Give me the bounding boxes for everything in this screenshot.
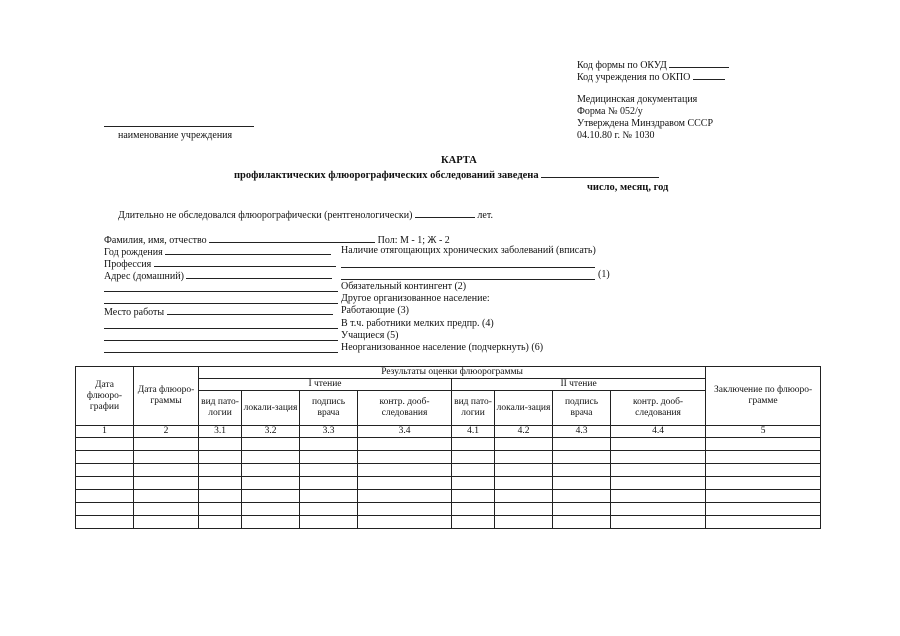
table-cell[interactable] (553, 477, 611, 490)
table-cell[interactable] (199, 438, 242, 451)
table-cell[interactable] (134, 490, 199, 503)
r2-control: контр. дооб-следования (611, 391, 706, 426)
subtitle-text: профилактических флюорографических обследований заведена (234, 170, 539, 181)
table-cell[interactable] (553, 464, 611, 477)
fio-blank[interactable] (209, 233, 375, 243)
reading-2-header: II чтение (452, 379, 706, 391)
birth-year-blank[interactable] (165, 245, 331, 255)
table-cell[interactable] (495, 464, 553, 477)
empty-rows (76, 438, 821, 529)
table-cell[interactable] (199, 503, 242, 516)
mandatory-label: Обязательный контингент (2) (341, 281, 467, 292)
table-cell[interactable] (300, 438, 358, 451)
table-cell[interactable] (706, 438, 821, 451)
r1-pathology: вид пато-логии (199, 391, 242, 426)
col-number: 3.4 (358, 426, 452, 438)
table-cell[interactable] (452, 464, 495, 477)
date-caption: число, месяц, год (587, 182, 669, 193)
fio-label: Фамилия, имя, отчество (104, 235, 207, 246)
table-cell[interactable] (553, 516, 611, 529)
col-number: 3.1 (199, 426, 242, 438)
table-cell[interactable] (452, 451, 495, 464)
page-title: КАРТА (441, 155, 477, 166)
institution-caption: наименование учреждения (118, 130, 233, 141)
table-cell[interactable] (706, 477, 821, 490)
table-cell[interactable] (706, 451, 821, 464)
table-cell[interactable] (134, 503, 199, 516)
table-cell[interactable] (706, 516, 821, 529)
table-cell[interactable] (300, 464, 358, 477)
table-cell[interactable] (706, 464, 821, 477)
table-cell[interactable] (358, 516, 452, 529)
address-line-3[interactable] (104, 303, 338, 304)
table-cell[interactable] (358, 464, 452, 477)
table-cell[interactable] (611, 477, 706, 490)
table-cell[interactable] (134, 464, 199, 477)
col-number: 4.2 (495, 426, 553, 438)
table-cell[interactable] (611, 451, 706, 464)
chronic-label: Наличие отягощающих хронических заболеваний (вписать) (341, 245, 596, 256)
table-cell[interactable] (553, 438, 611, 451)
workplace-label: Место работы (104, 307, 165, 318)
col-number: 4.1 (452, 426, 495, 438)
table-row (76, 516, 821, 529)
results-header: Результаты оценки флюорограммы (199, 367, 706, 379)
table-cell[interactable] (242, 464, 300, 477)
not-examined-label: Длительно не обследовался флюорографически (рентгенологически) (118, 210, 413, 221)
workplace-field (104, 305, 333, 318)
table-cell[interactable] (199, 477, 242, 490)
approved-by: Утверждена Минздравом СССР (577, 118, 714, 129)
unorganized-label: Неорганизованное население (подчеркнуть) (6) (341, 342, 544, 353)
small-business-label: В т.ч. работники мелких предпр. (4) (341, 318, 494, 329)
students-label: Учащиеся (5) (341, 330, 399, 341)
table-cell[interactable] (611, 438, 706, 451)
chronic-line-2[interactable] (341, 279, 595, 280)
table-cell[interactable] (76, 490, 134, 503)
workplace-blank[interactable] (167, 305, 333, 315)
table-cell[interactable] (553, 490, 611, 503)
col-number: 2 (134, 426, 199, 438)
table-row (76, 438, 821, 451)
col-date-gram: Дата флюоро-граммы (134, 367, 199, 426)
table-cell[interactable] (495, 516, 553, 529)
address-label: Адрес (домашний) (104, 271, 184, 282)
doc-type: Медицинская документация (577, 94, 698, 105)
table-cell[interactable] (300, 477, 358, 490)
not-examined-unit: лет. (477, 210, 493, 221)
profession-label: Профессия (104, 259, 152, 270)
table-cell[interactable] (242, 451, 300, 464)
okud-blank[interactable] (669, 58, 729, 68)
table-cell[interactable] (242, 490, 300, 503)
not-examined-blank[interactable] (415, 208, 475, 218)
page-subtitle (234, 168, 659, 181)
table-cell[interactable] (611, 516, 706, 529)
table-cell[interactable] (452, 477, 495, 490)
table-cell[interactable] (76, 503, 134, 516)
table-cell[interactable] (495, 477, 553, 490)
r1-localization: локали-зация (242, 391, 300, 426)
sex-label: Пол: М - 1; Ж - 2 (377, 235, 450, 246)
table-cell[interactable] (553, 451, 611, 464)
table-cell[interactable] (199, 516, 242, 529)
column-numbers-row (76, 426, 821, 438)
approved-date: 04.10.80 г. № 1030 (577, 130, 655, 141)
table-cell[interactable] (706, 503, 821, 516)
table-cell[interactable] (134, 477, 199, 490)
col-number: 5 (706, 426, 821, 438)
table-cell[interactable] (199, 490, 242, 503)
chronic-line-1[interactable] (341, 267, 595, 268)
col-number: 1 (76, 426, 134, 438)
address-blank[interactable] (186, 269, 332, 279)
table-cell[interactable] (242, 503, 300, 516)
reading-1-header: I чтение (199, 379, 452, 391)
table-cell[interactable] (611, 464, 706, 477)
table-cell[interactable] (611, 490, 706, 503)
r2-localization: локали-зация (495, 391, 553, 426)
col-number: 3.3 (300, 426, 358, 438)
table-cell[interactable] (76, 464, 134, 477)
table-cell[interactable] (300, 490, 358, 503)
table-cell[interactable] (134, 451, 199, 464)
table-cell[interactable] (452, 490, 495, 503)
col-number: 4.3 (553, 426, 611, 438)
table-cell[interactable] (134, 516, 199, 529)
table-row (76, 490, 821, 503)
table-row (76, 451, 821, 464)
not-examined-field (118, 208, 493, 221)
working-label: Работающие (3) (341, 305, 410, 316)
table-cell[interactable] (358, 451, 452, 464)
table-cell[interactable] (76, 438, 134, 451)
r1-control: контр. дооб-следования (358, 391, 452, 426)
table-cell[interactable] (358, 490, 452, 503)
col-conclusion: Заключение по флюоро-грамме (706, 367, 821, 426)
table-cell[interactable] (134, 438, 199, 451)
table-cell[interactable] (76, 516, 134, 529)
okud-label: Код формы по ОКУД (577, 60, 667, 71)
workplace-line-4[interactable] (104, 352, 338, 353)
table-cell[interactable] (199, 464, 242, 477)
institution-name-line[interactable] (104, 126, 254, 127)
table-row (76, 464, 821, 477)
table-cell[interactable] (495, 490, 553, 503)
code-1: (1) (598, 269, 610, 280)
table-cell[interactable] (452, 516, 495, 529)
table-cell[interactable] (242, 477, 300, 490)
r2-pathology: вид пато-логии (452, 391, 495, 426)
address-line-2[interactable] (104, 291, 338, 292)
table-cell[interactable] (358, 477, 452, 490)
table-cell[interactable] (452, 438, 495, 451)
table-cell[interactable] (242, 516, 300, 529)
r2-signature: подпись врача (553, 391, 611, 426)
birth-year-label: Год рождения (104, 247, 163, 258)
form-number: Форма № 052/у (577, 106, 643, 117)
col-number: 3.2 (242, 426, 300, 438)
table-cell[interactable] (495, 451, 553, 464)
table-cell[interactable] (300, 516, 358, 529)
okpo-blank[interactable] (693, 70, 725, 80)
okpo-field (577, 70, 725, 83)
table-cell[interactable] (242, 438, 300, 451)
r1-signature: подпись врача (300, 391, 358, 426)
workplace-line-2[interactable] (104, 328, 338, 329)
table-cell[interactable] (611, 503, 706, 516)
table-cell[interactable] (300, 503, 358, 516)
profession-blank[interactable] (154, 257, 336, 267)
table-cell[interactable] (553, 503, 611, 516)
workplace-line-3[interactable] (104, 340, 338, 341)
table-cell[interactable] (300, 451, 358, 464)
start-date-blank[interactable] (541, 168, 659, 178)
table-cell[interactable] (76, 477, 134, 490)
table-cell[interactable] (495, 438, 553, 451)
table-cell[interactable] (76, 451, 134, 464)
table-row (76, 503, 821, 516)
okpo-label: Код учреждения по ОКПО (577, 72, 691, 83)
col-number: 4.4 (611, 426, 706, 438)
table-cell[interactable] (358, 503, 452, 516)
col-date-photo: Дата флюоро-графии (76, 367, 134, 426)
address-field (104, 269, 332, 282)
results-table (75, 366, 821, 529)
table-cell[interactable] (358, 438, 452, 451)
other-org-label: Другое организованное население: (341, 293, 490, 304)
table-cell[interactable] (495, 503, 553, 516)
table-cell[interactable] (706, 490, 821, 503)
table-row (76, 477, 821, 490)
table-cell[interactable] (452, 503, 495, 516)
table-cell[interactable] (199, 451, 242, 464)
